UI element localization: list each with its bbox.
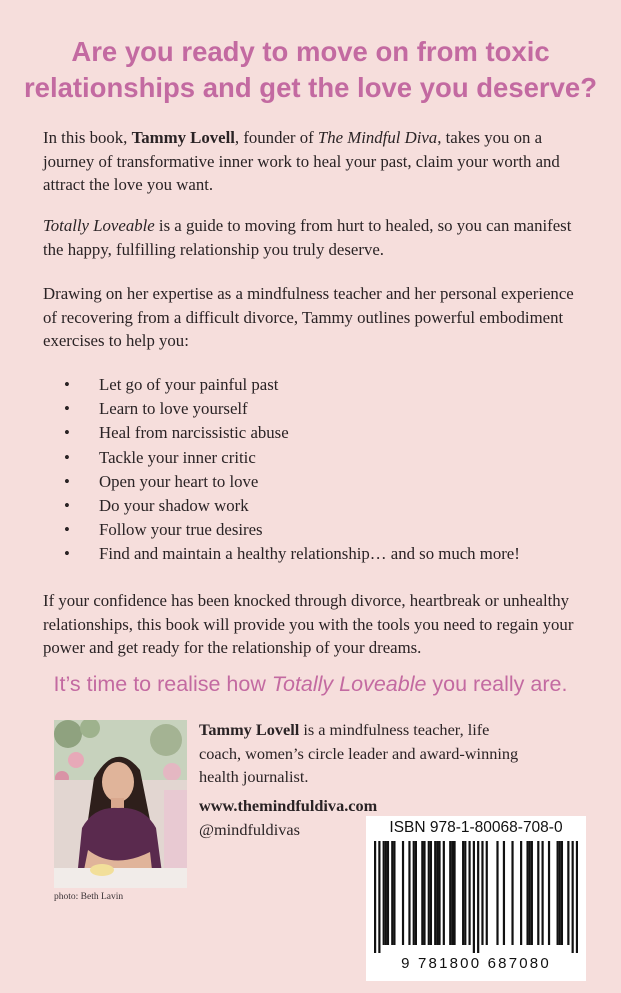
guide-text: is a guide to moving from hurt to healed, so you can manifest the happy, fulfilling relationship you truly deserve.: [43, 216, 572, 259]
barcode-bar: [464, 841, 466, 945]
barcode-icon: [374, 841, 578, 953]
barcode-bar: [537, 841, 539, 945]
bullet-icon: •: [64, 471, 70, 491]
confidence-paragraph: If your confidence has been knocked through divorce, heartbreak or unhealthy relationships, this book will provide you with the tools you need to regain your power and get ready for the relationship of your dreams.: [43, 591, 574, 657]
list-item-text: Learn to love yourself: [99, 399, 248, 419]
list-item-text: Open your heart to love: [99, 471, 259, 491]
bullet-icon: •: [64, 423, 70, 443]
barcode-bar: [408, 841, 410, 945]
benefits-list: [43, 373, 603, 567]
tagline-book-title: Totally Loveable: [271, 672, 427, 696]
barcode-bar: [423, 841, 425, 945]
author-name: Tammy Lovell: [131, 128, 235, 147]
book-title: Totally Loveable: [43, 216, 155, 235]
list-item-text: Tackle your inner critic: [99, 447, 256, 467]
list-item: [43, 494, 603, 518]
barcode-bar: [548, 841, 550, 945]
barcode-bar: [561, 841, 563, 945]
barcode-bar: [453, 841, 455, 945]
intro-text-end: , takes you on a journey of transformative inner work to heal your past, claim your worth and attract the love you want.: [43, 128, 560, 194]
list-item-text: Follow your true desires: [99, 520, 263, 540]
barcode-bar: [436, 841, 438, 945]
barcode-bar: [393, 841, 395, 945]
list-item-text: Heal from narcissistic abuse: [99, 423, 289, 443]
barcode-bar: [567, 841, 569, 945]
barcode-bar: [415, 841, 417, 945]
tagline-end: you really are.: [426, 672, 568, 696]
bullet-icon: •: [64, 399, 70, 419]
bullet-icon: •: [64, 447, 70, 467]
tagline: [0, 672, 621, 697]
barcode-bar: [520, 841, 522, 945]
guide-paragraph: [43, 214, 588, 261]
barcode-bar: [374, 841, 376, 953]
barcode-bar: [462, 841, 464, 945]
list-item-text: Do your shadow work: [99, 495, 249, 515]
list-item: [43, 518, 603, 542]
barcode-bar: [511, 841, 513, 945]
brand-name: The Mindful Diva: [317, 128, 438, 147]
bullet-icon: •: [64, 520, 70, 540]
barcode-bar: [443, 841, 445, 945]
barcode-bar: [503, 841, 505, 945]
bullet-icon: •: [64, 375, 70, 394]
bullet-icon: •: [64, 544, 70, 564]
intro-text-middle: , founder of: [234, 128, 318, 147]
author-bio: [199, 718, 529, 789]
barcode-bar: [557, 841, 559, 945]
list-item: [43, 373, 603, 397]
list-item-text: Let go of your painful past: [99, 375, 279, 394]
barcode-bar: [391, 841, 393, 945]
barcode-bar: [387, 841, 389, 945]
barcode-bar: [496, 841, 498, 945]
photo-credit: photo: Beth Lavin: [54, 892, 124, 902]
barcode-bar: [438, 841, 440, 945]
barcode-bar: [468, 841, 470, 945]
barcode-bar: [385, 841, 387, 945]
barcode-bar: [572, 841, 574, 953]
barcode-bar: [402, 841, 404, 945]
barcode-bar: [449, 841, 451, 945]
bio-text: is a mindfulness teacher, life coach, women’s circle leader and award-winning health journalist.: [199, 720, 519, 786]
bio-author-name: Tammy Lovell: [199, 720, 300, 739]
barcode-bar: [421, 841, 423, 945]
barcode-bar: [559, 841, 561, 945]
barcode-bar: [486, 841, 488, 945]
barcode-bar: [531, 841, 533, 945]
list-item: [43, 421, 603, 445]
isbn-label: ISBN 978-1-80068-708-0: [389, 819, 563, 836]
drawing-paragraph: Drawing on her expertise as a mindfulness teacher and her personal experience of recovering from a difficult divorce, Tammy outlines powerful embodiment exercises to help you:: [43, 284, 574, 350]
barcode-bar: [477, 841, 479, 953]
isbn-barcode-panel: [366, 816, 586, 981]
intro-paragraph: [43, 126, 588, 197]
author-portrait-image: [54, 720, 187, 888]
barcode-bar: [413, 841, 415, 945]
list-item: [43, 397, 603, 421]
barcode-bar: [529, 841, 531, 945]
barcode-bar: [434, 841, 436, 945]
barcode-bar: [383, 841, 385, 945]
list-item: [43, 542, 603, 566]
barcode-bar: [541, 841, 543, 945]
barcode-bar: [378, 841, 380, 953]
headline: Are you ready to move on from toxic relationships and get the love you deserve?: [23, 36, 598, 103]
list-item: [43, 446, 603, 470]
barcode-bar: [576, 841, 578, 953]
barcode-bar: [451, 841, 453, 945]
barcode-bar: [428, 841, 430, 945]
social-handle[interactable]: @mindfuldivas: [199, 820, 300, 839]
list-item: [43, 470, 603, 494]
bullet-icon: •: [64, 495, 70, 515]
barcode-bar: [430, 841, 432, 945]
author-photo: [54, 720, 187, 888]
barcode-bar: [526, 841, 528, 945]
intro-text-start: In this book,: [43, 128, 132, 147]
barcode-bar: [473, 841, 475, 953]
list-item-text: Find and maintain a healthy relationship… and so much more!: [99, 544, 520, 564]
barcode-digits: 9 781800 687080: [401, 955, 551, 972]
tagline-start: It’s time to realise how: [53, 672, 272, 696]
barcode-bar: [481, 841, 483, 945]
website-link[interactable]: www.themindfuldiva.com: [199, 796, 378, 815]
